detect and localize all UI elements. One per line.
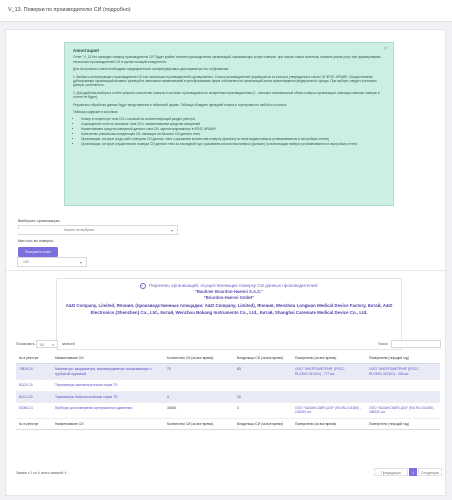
table-row [16, 380, 440, 391]
column-footer: Поверители (текущий год) [366, 418, 440, 429]
table-cell: 36360 [164, 403, 234, 419]
build-report-button[interactable]: Построить отчет [18, 247, 58, 257]
table-row [16, 403, 440, 419]
table-cell: 4 [164, 391, 234, 402]
min-verifications-value: 100 [23, 260, 29, 264]
annotation-text: Для построения отчета необходимо предварительно сконфигурировать два параметра его отображения: [73, 67, 230, 72]
info-manufacturers-list: A&D Company, Limited, Япония, (производственные площадки: A&D Company, Limited), Япония, Wenzhou Longwan Medical Device Factory, Китай, A&D Electronics (Shenzhen) Co., Ltd., Китай, Wenzhou Bokang Instruments Co., Ltd., Китай, Shanghai Caremate Medical Device Co., Ltd. [65, 303, 393, 315]
column-footer: № в реестре [16, 418, 52, 429]
entries-select-value: 10 [40, 342, 44, 347]
list-item: • Организации, которые осуществляли поверки СИ данного типа за последний год с указанием количества поверок (филиал) по всем видам поверок устанавливается в настройках отчета [81, 142, 385, 146]
table-cell: 10 [234, 391, 292, 402]
min-label: Мин кол-во поверок: [18, 239, 54, 243]
registry-link[interactable]: 82060-21 [19, 406, 33, 411]
page-title: V_13. Поверки по производителю СИ (подробно) [8, 7, 131, 13]
table-cell [292, 380, 366, 391]
annotation-list [81, 117, 385, 146]
column-header[interactable]: Наименование СИ [52, 353, 164, 364]
verifier-link[interactable]: ООО "КАЗАНСКИЙ ЦСМ" (RA.RU.311350) - 185220 шт. [369, 406, 436, 415]
entries-select[interactable] [36, 340, 58, 348]
divider [6, 270, 447, 271]
entries-label: записей [62, 342, 75, 346]
table-cell: 63 [234, 364, 292, 380]
info-manufacturer: "Bauhner Bourdon-Haenni S.A.S." [194, 289, 264, 295]
column-header[interactable]: Поверители (текущий год) [366, 353, 440, 364]
table-cell: 70 [164, 364, 234, 380]
instrument-link[interactable]: Термометры биметаллические серии TS [55, 394, 118, 399]
show-label: Показывать [16, 342, 35, 346]
annotation-title: Аннотация! [73, 48, 100, 53]
verifier-link[interactable]: ООО "ЭНЕРГОМЕТРИЯ" (РОСС RU.0001.310101) - 777 шт. [295, 367, 345, 376]
table-cell [366, 391, 440, 402]
min-verifications-select[interactable] [17, 257, 87, 267]
info-panel [56, 278, 402, 350]
column-header[interactable]: Количество СИ (за все время) [164, 353, 234, 364]
column-footer: Наименование СИ [52, 418, 164, 429]
instrument-link[interactable]: Термометры манометрические серии TS [55, 383, 118, 388]
chevron-down-icon: ▾ [170, 228, 173, 233]
results-table [16, 353, 440, 430]
table-cell [164, 380, 234, 391]
table-row [16, 364, 440, 380]
annotation-panel [64, 42, 394, 206]
chevron-down-icon: ▾ [79, 260, 82, 265]
registry-link[interactable]: 81121-20 [19, 394, 33, 399]
list-item: • Организации, которые когда-либо поверяли СИ данного типа с указанием количества поверок (филиал) по всем видам поверок устанавливается в настройках отчета) [81, 137, 385, 141]
column-header[interactable]: № в реестре [16, 353, 52, 364]
verifier-link[interactable]: ООО "ЭНЕРГОМЕТРИЯ" (РОСС RU.0001.310101) - 326 шт. [369, 367, 419, 376]
search-input[interactable] [391, 340, 441, 348]
column-footer: Количество СИ (за все время) [164, 418, 234, 429]
list-item: • Количество уникальных владельцев СИ, имеющих на балансе СИ данного типа [81, 132, 385, 136]
next-page-button[interactable]: Следующая [418, 468, 442, 476]
chevron-down-icon: ▾ [52, 342, 54, 347]
search-label: Поиск: [378, 342, 389, 346]
table-cell [234, 380, 292, 391]
column-header[interactable]: Поверители (за все время) [292, 353, 366, 364]
info-icon: i [140, 283, 146, 289]
org-select[interactable] [18, 225, 178, 235]
org-label: Выберите организацию: [18, 219, 61, 223]
pager-summary: Записи с 1 по 4, всего записей: 4 [16, 471, 67, 475]
close-icon[interactable]: × [384, 46, 387, 52]
list-item: • Номер в госреестре типа СИ с ссылкой на соответствующий раздел реестра [81, 117, 385, 121]
table-cell [366, 380, 440, 391]
list-item: • Сокращенное поле на описание типа СИ с наименованием средства измерений [81, 122, 385, 126]
top-bar [0, 0, 452, 22]
org-select-value: Ничего не выбрано [64, 228, 95, 232]
annotation-text: Отчет "V_13 Кто проводит поверку производителю СИ" будет крайне полезен руководителям организаций, оказывающих услуги поверки, при поиске новых клиентов, анализе рынка услуг при формировании нескольких производителей СИ и оценке позиций конкурентов. [73, 55, 381, 64]
annotation-text: 1. Выбрать интересующего производителя СИ или нескольких производителей одновременно. Список производителей формируется из реестра утвержденных типов СИ ФГИС АРШИН. Осуществление дублирования организаций вызвано разницей в написании наименований в преобразовании форм собственности организаций за все время ведения федерального фонда. При выборе следует учитывать данную особенность. [73, 74, 377, 88]
column-header[interactable]: Владельцы СИ (за все время) [234, 353, 292, 364]
annotation-text: Результаты обработки данных будут представлены в табличной форме. Таблица обладает функцией поиска и сортировки по любой из колонок. [73, 102, 288, 107]
annotation-text: Таблица содержит в колонках: [73, 110, 119, 115]
page-button-1[interactable]: 1 [409, 468, 417, 476]
info-manufacturer: "Bourdon-Haenni GmbH" [203, 294, 255, 300]
registry-link[interactable]: 81120-20 [19, 383, 33, 388]
registry-link[interactable]: 78876-20 [19, 367, 33, 372]
info-heading: Перечень организаций, осуществляющих поверку СИ данных производителей: [149, 283, 319, 289]
list-item: • Наименование средств измерений данного типа СИ, зарегистрированных в ФГИС АРШИН [81, 127, 385, 131]
table-row [16, 391, 440, 402]
annotation-text: 2. Для удобства выбора в отчёте укажите количество поверок в системе, производимое по конкретным производителям (2 - означает минимальный объем поверок организации, имеющих меньше поверок в отчете не будет). [73, 90, 380, 100]
column-footer: Владельцы СИ (за все время) [234, 418, 292, 429]
prev-page-button[interactable]: Предыдущая [374, 468, 408, 476]
table-cell: 3 [234, 403, 292, 419]
column-footer: Поверители (за все время) [292, 418, 366, 429]
instrument-link[interactable]: Приборы для измерения артериального давления [55, 406, 133, 411]
verifier-link[interactable]: ООО "КАЗАНСКИЙ ЦСМ" (RA.RU.311350) - 232000 шт. [295, 406, 362, 415]
table-cell [292, 391, 366, 402]
instrument-link[interactable]: Манометры, вакуумметры, мановакуумметры показывающие с трубчатой пружиной [55, 367, 152, 376]
